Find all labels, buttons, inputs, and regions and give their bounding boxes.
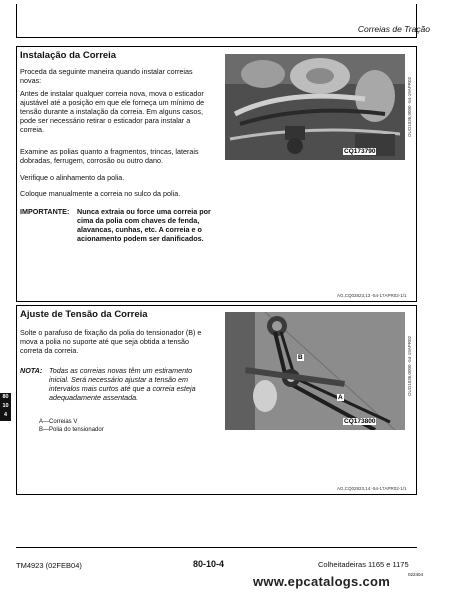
paragraph: Coloque manualmente a correia no sulco da polia. bbox=[20, 189, 181, 198]
page-header-title: Correias de Tração bbox=[357, 24, 430, 34]
tensioner-pulley-photo bbox=[225, 312, 405, 430]
footer-rule bbox=[16, 547, 417, 548]
section-belt-installation bbox=[16, 46, 417, 302]
section-reference-code: AG,CQ02823,13 -54-17APR02-1/1 bbox=[337, 293, 407, 298]
footer-page-number: 80-10-4 bbox=[193, 559, 225, 569]
callout-b: B bbox=[298, 354, 303, 361]
paragraph: Examine as polias quanto a fragmentos, trincas, laterais dobradas, ferrugem, corrosão ou outro dano. bbox=[20, 147, 199, 165]
tab-line: 10 bbox=[2, 403, 9, 409]
image-side-code: OUO1036,0000 -54-19APR02 bbox=[407, 336, 412, 397]
footer-manual-code: TM4923 (02FEB04) bbox=[16, 561, 82, 570]
section-tab bbox=[0, 393, 11, 421]
important-text: Nunca extraia ou force uma correia por cima da polia com chaves de fenda, alavancas, cunhas, etc. A correia e o acionamento podem ser danificados. bbox=[77, 207, 211, 243]
note-label: NOTA: bbox=[20, 366, 43, 375]
legend-item: A—Correias V bbox=[39, 419, 78, 425]
paragraph: Antes de instalar qualquer correia nova, mova o esticador ajustável até a posição em que ele forneça um mínimo de tensão durante a instalação da correia. Em alguns casos, pode ser necessário retirar o esticador para instalar a correia. bbox=[20, 89, 205, 134]
paragraph: Solte o parafuso de fixação da polia do tensionador (B) e mova a polia no suporte até que seja obtida a tensão correta da correia. bbox=[20, 328, 202, 355]
tensioner-pulley-illustration bbox=[225, 312, 405, 430]
section-belt-tension-adjustment bbox=[16, 305, 417, 495]
tab-line: 80 bbox=[2, 394, 9, 400]
section-reference-code: AG,CQ02823,14 -54-17APR02-1/1 bbox=[337, 486, 407, 491]
tab-line: 4 bbox=[3, 412, 8, 418]
footer-product-name: Colheitadeiras 1165 e 1175 bbox=[318, 560, 409, 569]
paragraph: Verifique o alinhamento da polia. bbox=[20, 173, 125, 182]
note-text: Todas as correias novas têm um estiramento inicial. Será necessário ajustar a tensão em intervalos mais curtos até que a correia esteja adequadamente assentada. bbox=[49, 366, 196, 402]
important-label: IMPORTANTE: bbox=[20, 207, 70, 216]
section-title: Ajuste de Tensão da Correia bbox=[20, 309, 148, 320]
image-code-label: CQ173790 bbox=[344, 148, 376, 155]
callout-a: A bbox=[338, 394, 343, 401]
footer-date-code: 022404 bbox=[408, 572, 424, 577]
image-side-code: OUO1036,0000 -54-19APR02 bbox=[407, 77, 412, 138]
image-code-label: CQ173800 bbox=[344, 418, 376, 425]
legend-item: B—Polia do tensionador bbox=[39, 427, 104, 433]
section-title: Instalação da Correia bbox=[20, 50, 117, 61]
watermark-link[interactable]: www.epcatalogs.com bbox=[253, 574, 391, 589]
engine-belts-photo bbox=[225, 54, 405, 160]
paragraph: Proceda da seguinte maneira quando instalar correias novas: bbox=[20, 67, 193, 85]
engine-belts-illustration bbox=[225, 54, 405, 160]
header-rule bbox=[16, 37, 417, 38]
